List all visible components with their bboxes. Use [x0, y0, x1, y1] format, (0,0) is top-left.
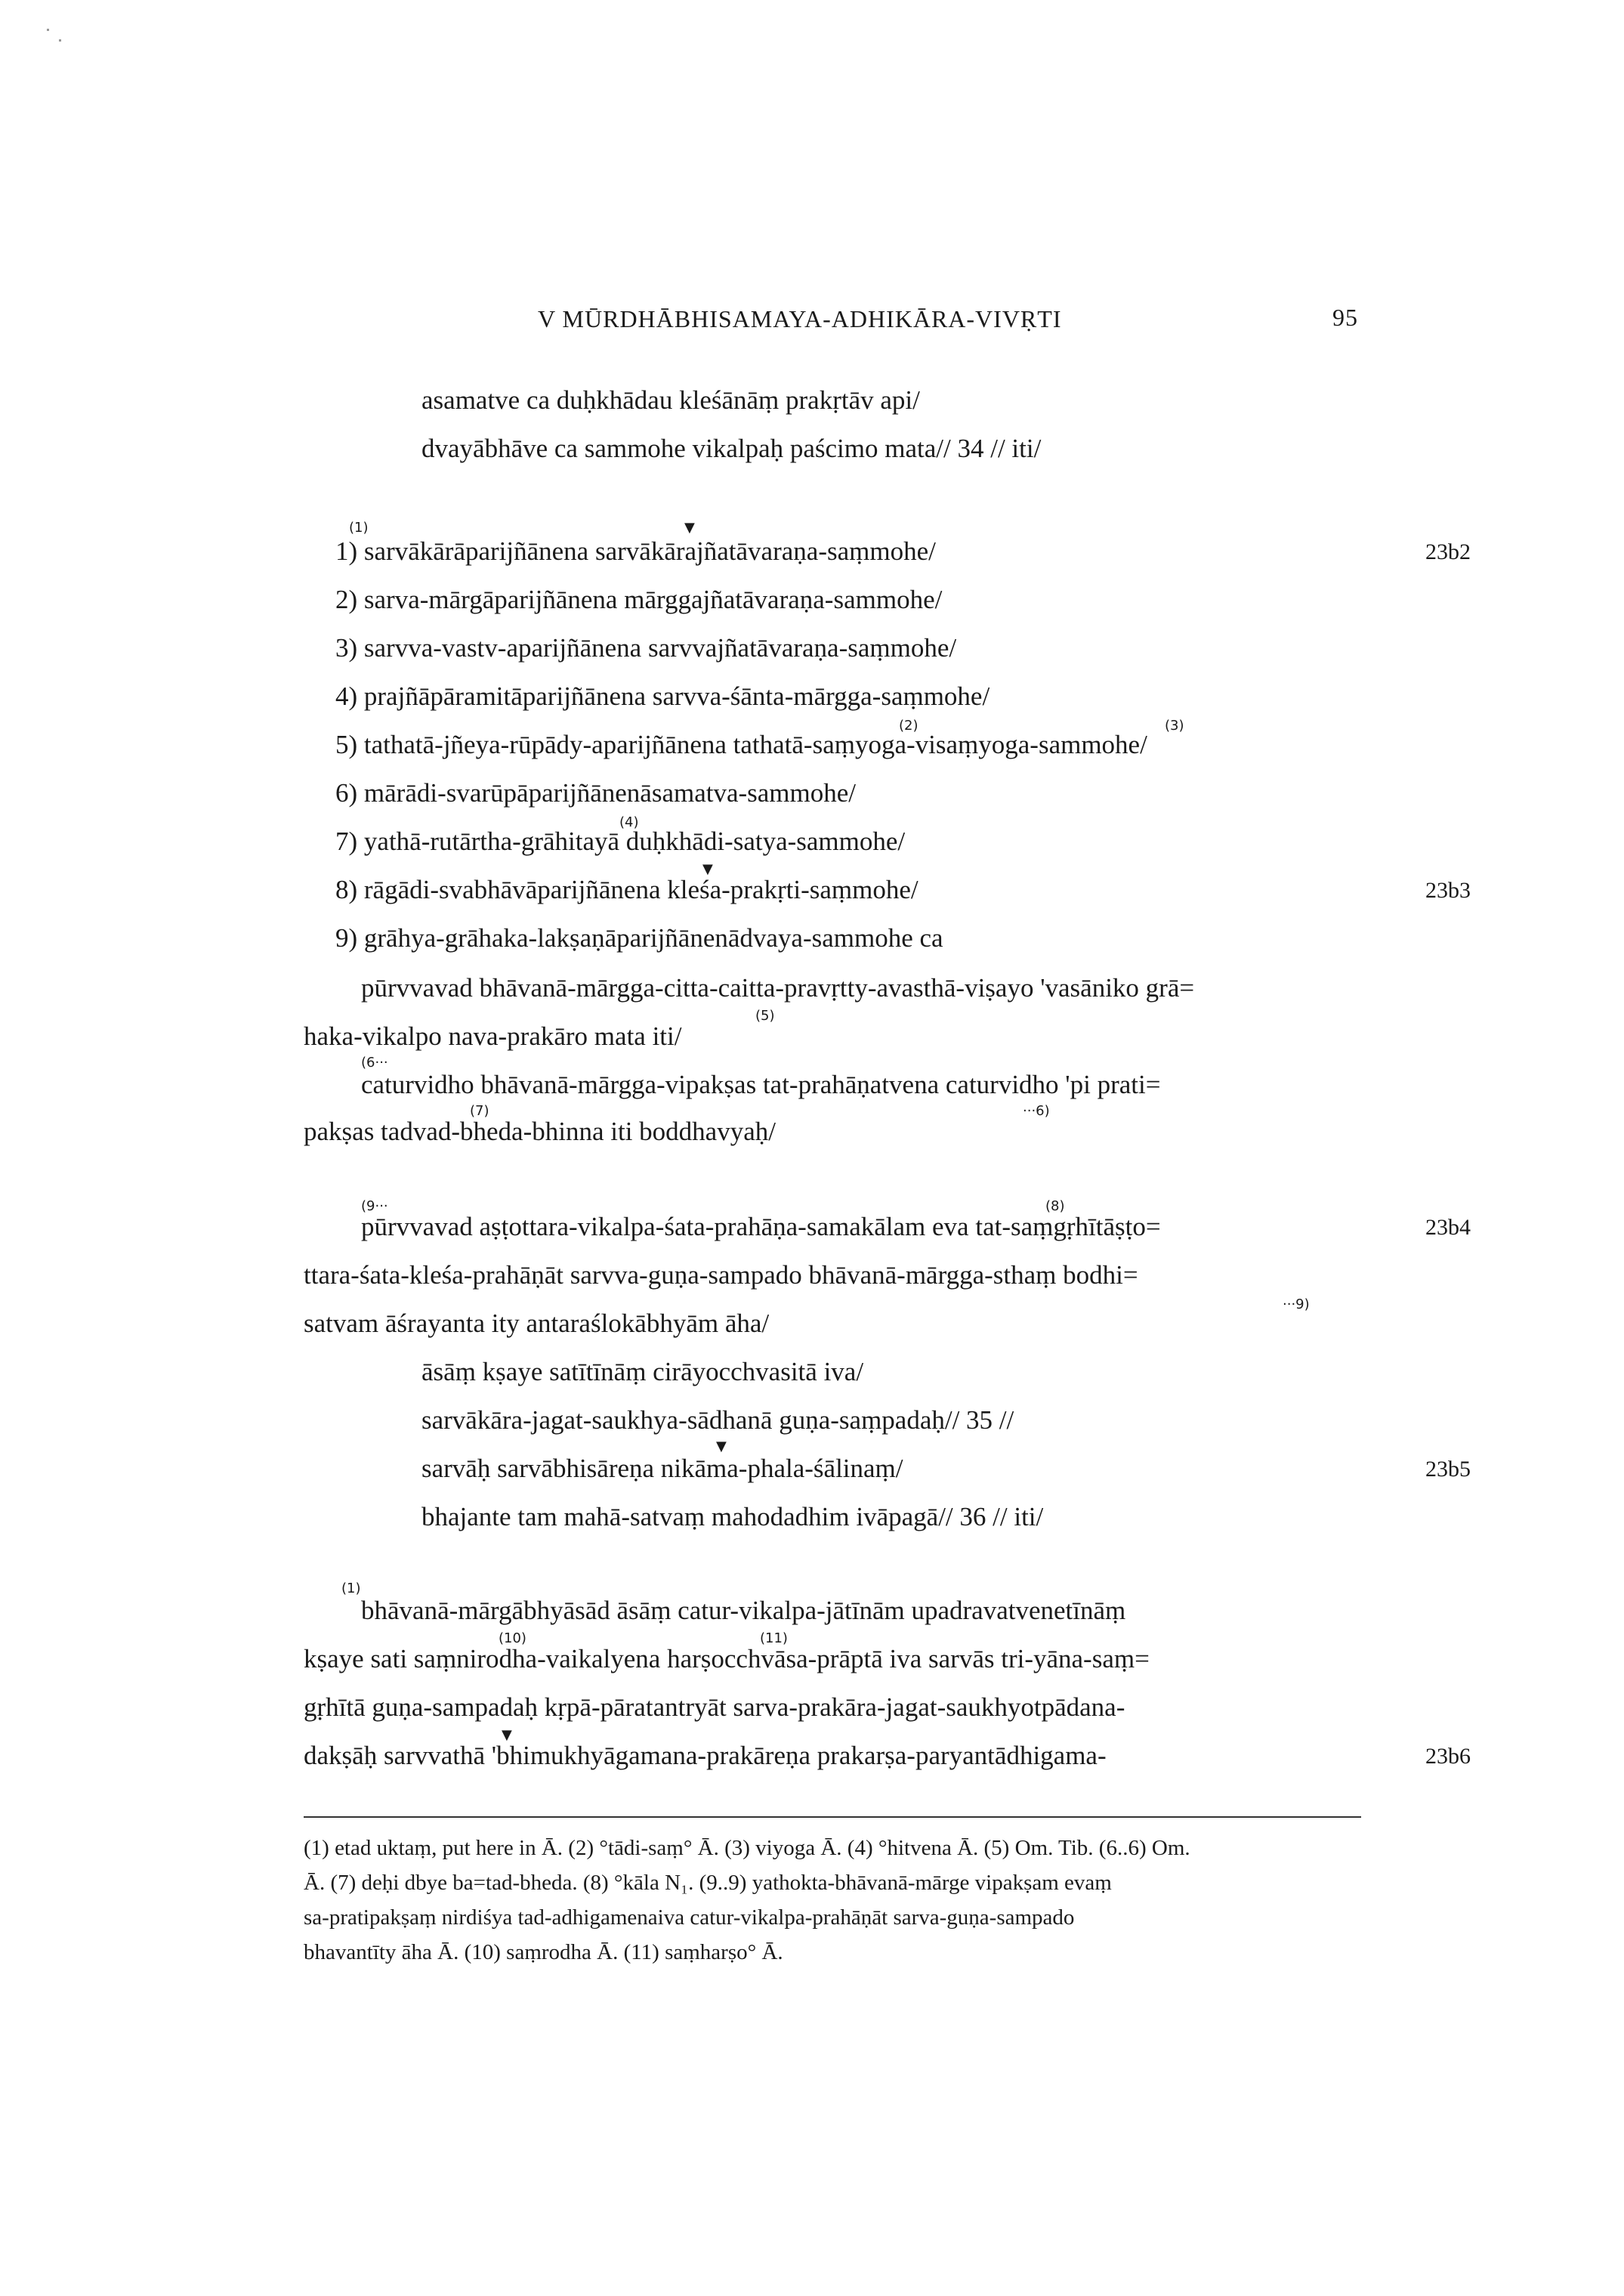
- footnote-separator: [304, 1816, 1361, 1818]
- paragraph-line: caturvidho bhāvanā-mārgga-vipakṣas tat-prahāṇatvena caturvidho 'pi prati=: [361, 1070, 1161, 1099]
- list-item: 3) sarvva-vastv-aparijñānena sarvvajñatāvaraṇa-saṃmohe/: [335, 633, 957, 663]
- margin-reference: 23b3: [1425, 878, 1471, 903]
- verse-line: sarvāḥ sarvābhisāreṇa nikāma-phala-śālinaṃ/: [421, 1454, 903, 1483]
- paragraph-line: satvam āśrayanta ity antaraślokābhyām āha/: [304, 1309, 770, 1338]
- note-marker: (1): [349, 520, 369, 536]
- list-item: 1) sarvākārāparijñānena sarvākārajñatāvaraṇa-saṃmohe/: [335, 536, 936, 566]
- list-item: 6) mārādi-svarūpāparijñānenāsamatva-sammohe/: [335, 778, 857, 808]
- verse-line: āsāṃ kṣaye satītīnāṃ cirāyocchvasitā iva/: [421, 1357, 864, 1386]
- footnote-line: sa-pratipakṣaṃ nirdiśya tad-adhigamenaiva catur-vikalpa-prahāṇāt sarva-guṇa-sampado: [304, 1905, 1075, 1930]
- note-marker: ···9): [1283, 1296, 1310, 1312]
- note-marker: (5): [755, 1008, 775, 1024]
- list-item: 4) prajñāpāramitāparijñānena sarvva-śānta-mārgga-saṃmohe/: [335, 681, 990, 711]
- paragraph-line: ttara-śata-kleśa-prahāṇāt sarvva-guṇa-sampado bhāvanā-mārgga-sthaṃ bodhi=: [304, 1260, 1138, 1290]
- note-marker: (6···: [361, 1055, 388, 1071]
- note-marker: (11): [760, 1630, 788, 1646]
- note-marker: (4): [619, 814, 639, 830]
- note-marker: (9···: [361, 1198, 388, 1214]
- note-marker: (3): [1165, 718, 1184, 734]
- list-item: 8) rāgādi-svabhāvāparijñānena kleśa-prakṛti-saṃmohe/: [335, 875, 919, 904]
- paragraph-line: gṛhītā guṇa-sampadaḥ kṛpā-pāratantryāt sarva-prakāra-jagat-saukhyotpādana-: [304, 1692, 1125, 1722]
- tick-marker: ▼: [684, 520, 695, 536]
- margin-reference: 23b2: [1425, 539, 1471, 564]
- note-marker: (2): [899, 718, 919, 734]
- list-item: 7) yathā-rutārtha-grāhitayā duḥkhādi-satya-sammohe/: [335, 827, 906, 856]
- verse-line: bhajante tam mahā-satvaṃ mahodadhim ivāpagā// 36 // iti/: [421, 1502, 1044, 1531]
- paragraph-line: pakṣas tadvad-bheda-bhinna iti boddhavyaḥ/: [304, 1117, 776, 1146]
- footnote-line: Ā. (7) deḥi dbye ba=tad-bheda. (8) °kāla N₁. (9..9) yathokta-bhāvanā-mārge vipakṣam evaṃ: [304, 1871, 1112, 1895]
- margin-reference: 23b4: [1425, 1215, 1471, 1240]
- margin-reference: 23b5: [1425, 1457, 1471, 1482]
- note-marker: (1): [341, 1581, 361, 1596]
- paragraph-line: bhāvanā-mārgābhyāsād āsāṃ catur-vikalpa-jātīnām upadravatvenetīnāṃ: [361, 1596, 1126, 1625]
- note-marker: (10): [499, 1630, 526, 1646]
- paragraph-line: haka-vikalpo nava-prakāro mata iti/: [304, 1021, 682, 1051]
- verse-line: sarvākāra-jagat-saukhya-sādhanā guṇa-saṃpadaḥ// 35 //: [421, 1405, 1014, 1435]
- verse-line: dvayābhāve ca sammohe vikalpaḥ paścimo mata// 34 // iti/: [421, 434, 1042, 463]
- running-header-title: V MŪRDHĀBHISAMAYA-ADHIKĀRA-VIVṚTI: [538, 305, 1062, 332]
- scan-speck: [47, 29, 49, 31]
- page-number: 95: [1332, 304, 1358, 331]
- paragraph-line: dakṣāḥ sarvvathā 'bhimukhyāgamana-prakāreṇa prakarṣa-paryantādhigama-: [304, 1741, 1107, 1770]
- footnote-line: (1) etad uktaṃ, put here in Ā. (2) °tādi-saṃ° Ā. (3) viyoga Ā. (4) °hitvena Ā. (5) Om. Tib. (6..6) Om.: [304, 1836, 1190, 1860]
- note-marker: ···6): [1023, 1103, 1050, 1119]
- verse-line: asamatve ca duḥkhādau kleśānāṃ prakṛtāv api/: [421, 385, 920, 415]
- margin-reference: 23b6: [1425, 1744, 1471, 1769]
- note-marker: (8): [1045, 1198, 1065, 1214]
- tick-marker: ▼: [502, 1727, 512, 1743]
- list-item: 2) sarva-mārgāparijñānena mārggajñatāvaraṇa-sammohe/: [335, 585, 943, 614]
- list-item: 5) tathatā-jñeya-rūpādy-aparijñānena tathatā-saṃyoga-visaṃyoga-sammohe/: [335, 730, 1147, 759]
- footnote-line: bhavantīty āha Ā. (10) saṃrodha Ā. (11) saṃharṣo° Ā.: [304, 1940, 783, 1964]
- list-item: 9) grāhya-grāhaka-lakṣaṇāparijñānenādvaya-sammohe ca: [335, 923, 943, 953]
- tick-marker: ▼: [702, 861, 713, 877]
- paragraph-line: kṣaye sati saṃnirodha-vaikalyena harṣocchvāsa-prāptā iva sarvās tri-yāna-saṃ=: [304, 1644, 1150, 1673]
- paragraph-line: pūrvvavad bhāvanā-mārgga-citta-caitta-pravṛtty-avasthā-viṣayo 'vasāniko grā=: [361, 973, 1195, 1003]
- note-marker: (7): [470, 1103, 489, 1119]
- paragraph-line: pūrvvavad aṣṭottara-vikalpa-śata-prahāṇa-samakālam eva tat-saṃgṛhītāṣṭo=: [361, 1212, 1161, 1241]
- tick-marker: ▼: [716, 1438, 727, 1454]
- scan-speck: [59, 39, 61, 42]
